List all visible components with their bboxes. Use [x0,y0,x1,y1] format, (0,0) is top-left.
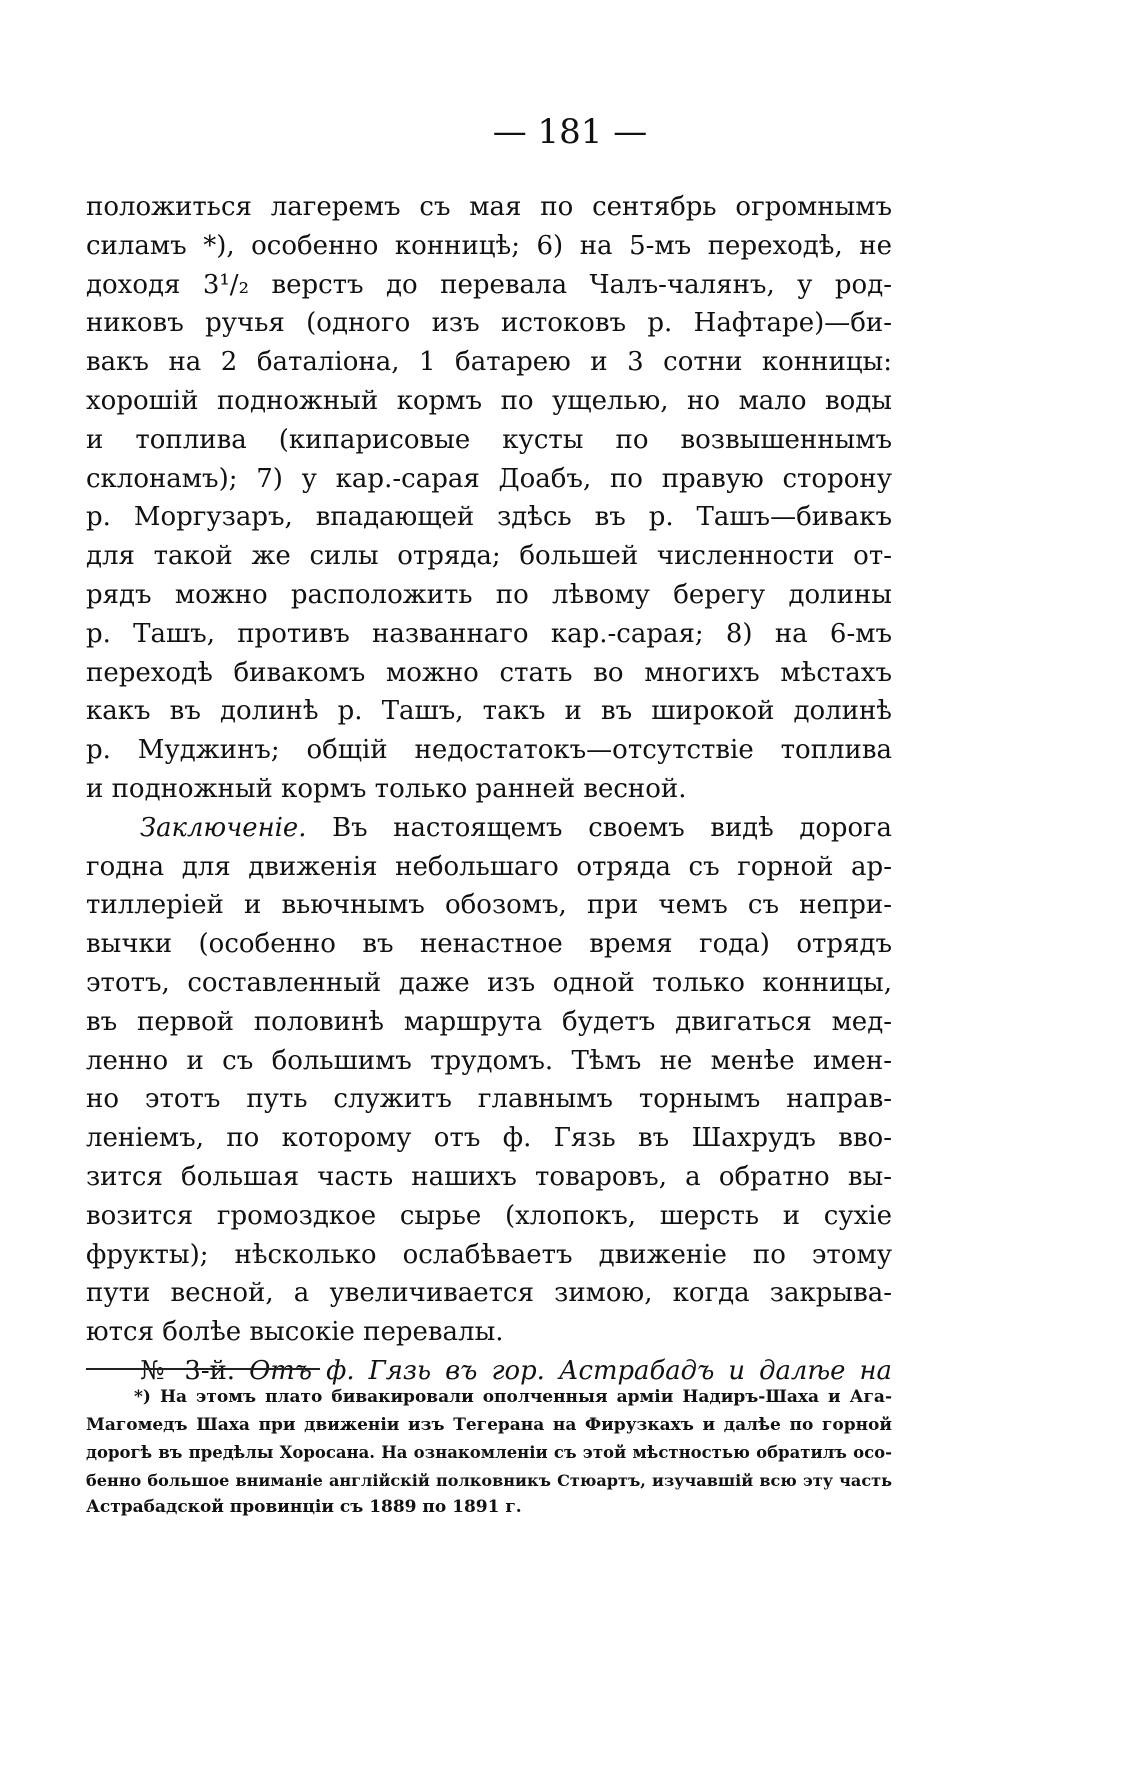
text-line: какъ въ долинѣ р. Ташъ, такъ и въ широкой долинѣ [86,696,892,727]
text-line: рядъ можно расположить по лѣвому берегу долины [86,579,892,610]
text-line: въ первой половинѣ маршрута будетъ двигаться мед- [86,1006,892,1037]
text-line: р. Ташъ, противъ названнаго кар.-сарая; 8) на 6-мъ [86,618,892,649]
conclusion-paragraph-start [86,809,892,848]
footnote-line: Астрабадской провинціи съ 1889 по 1891 г. [86,1497,522,1517]
text-line: леніемъ, по которому отъ ф. Гязь въ Шахрудъ вво- [86,1123,892,1154]
section-number: № 3-й. [140,1355,236,1386]
text-line: положиться лагеремъ съ мая по сентябрь огромнымъ [86,192,892,222]
footnote-divider [86,1368,320,1370]
footnote-line: бенно большое вниманіе англійскій полковникъ Стюартъ, изучавшій всю эту часть [86,1470,892,1490]
main-text [86,188,892,1391]
text-line: зится большая часть нашихъ товаровъ, а обратно вы- [86,1161,892,1192]
section-title: Отъ ф. Гязь въ гор. Астрабадъ и далѣе на [249,1355,892,1386]
footnote [86,1384,892,1522]
text-line: вычки (особенно въ ненастное время года) отрядъ [86,929,892,960]
text-line: никовъ ручья (одного изъ истоковъ р. Нафтаре)—би- [86,308,892,339]
conclusion-label: Заключеніе. [140,812,307,843]
text-line: фрукты); нѣсколько ослабѣваетъ движеніе по этому [86,1239,892,1270]
text-line: доходя 3¹/₂ верстъ до перевала Чалъ-чалянъ, у род- [86,269,892,300]
footnote-line: дорогѣ въ предѣлы Хоросана. На ознакомленіи съ этой мѣстностью обратилъ осо- [86,1443,892,1462]
conclusion-first-text: Въ настоящемъ своемъ видѣ дорога [332,812,892,843]
text-line: р. Моргузаръ, впадающей здѣсь въ р. Ташъ—бивакъ [86,502,892,533]
text-line: тиллеріей и вьючнымъ обозомъ, при чемъ съ непри- [86,890,892,921]
text-line: пути весной, а увеличивается зимою, когда закрыва- [86,1278,892,1309]
text-line: возится громоздкое сырье (хлопокъ, шерсть и сухіе [86,1200,892,1231]
text-line: хорошій подножный кормъ по ущелью, но мало воды [86,385,892,416]
text-line: силамъ *), особенно конницѣ; 6) на 5-мъ переходѣ, не [86,230,892,261]
text-line: но этотъ путь служитъ главнымъ торнымъ направ- [86,1084,892,1115]
text-line: вакъ на 2 баталіона, 1 батарею и 3 сотни конницы: [86,347,892,378]
text-line: для такой же силы отряда; большей численности от- [86,541,892,572]
text-line: ленно и съ большимъ трудомъ. Тѣмъ не менѣе имен- [86,1045,892,1076]
text-line: р. Муджинъ; общій недостатокъ—отсутствіе топлива [86,735,892,766]
footnote-line: *) На этомъ плато бивакировали ополченныя арміи Надиръ-Шаха и Ага- [134,1387,892,1407]
text-line: переходѣ бивакомъ можно стать во многихъ мѣстахъ [86,657,892,688]
footnote-line: Магомедъ Шаха при движеніи изъ Тегерана на Фирузкахъ и далѣе по горной [86,1414,892,1435]
text-line: склонамъ); 7) у кар.-сарая Доабъ, по правую сторону [86,463,892,494]
page-number: — 181 — [492,112,648,152]
text-line: и подножный кормъ только ранней весной. [86,773,687,804]
text-line: этотъ, составленный даже изъ одной только конницы, [86,967,892,998]
text-line: годна для движенія небольшаго отряда съ горной ар- [86,851,892,882]
text-line: ются болѣе высокіе перевалы. [86,1317,504,1348]
text-line: и топлива (кипарисовые кусты по возвышеннымъ [86,424,892,455]
